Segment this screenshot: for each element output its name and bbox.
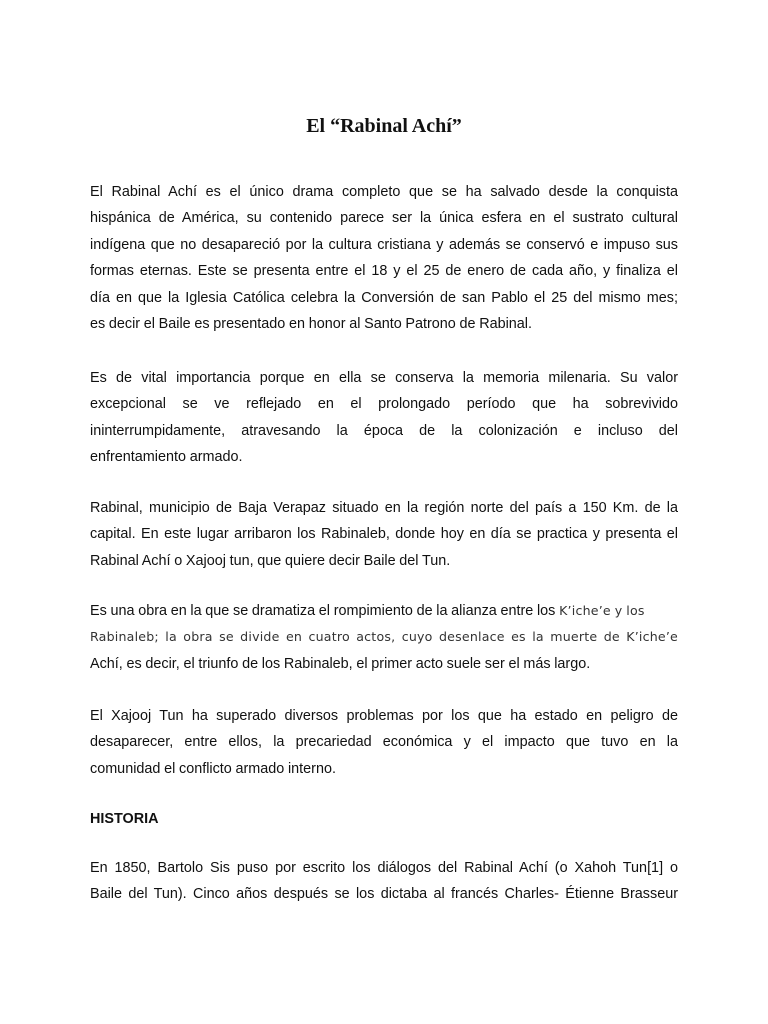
text-line: ininterrumpidamente, atravesando la época de la colonización e incluso del [90,422,678,439]
text-segment-alt-font: K’iche’e y los [559,603,645,618]
paragraph-intro [90,179,678,337]
text-line: enfrentamiento armado. [90,449,243,466]
text-line: excepcional se ve reflejado en el prolongado período que ha sobrevivido [90,396,678,413]
document-title: El “Rabinal Achí” [306,115,462,137]
text-line: indígena que no desapareció por la cultura cristiana y además se conservó e impuso sus [90,236,678,253]
text-line: día en que la Iglesia Católica celebra la Conversión de san Pablo el 25 del mismo mes; [90,289,678,306]
paragraph-location [90,495,678,574]
text-line: Baile del Tun). Cinco años después se los dictaba al francés Charles- Étienne Brasseur [90,886,678,903]
text-line: es decir el Baile es presentado en honor al Santo Patrono de Rabinal. [90,315,533,332]
paragraph-problems [90,703,678,782]
text-line: El Rabinal Achí es el único drama completo que se ha salvado desde la conquista [90,184,678,200]
text-line: Rabinal Achí o Xajooj tun, que quiere decir Baile del Tun. [90,552,451,569]
paragraph-plot [90,598,678,677]
text-line: comunidad el conflicto armado interno. [90,760,336,777]
text-line: hispánica de América, su contenido parece ser la única esfera en el sustrato cultural [90,210,678,227]
text-line-alt-font: Rabinaleb; la obra se divide en cuatro actos, cuyo desenlace es la muerte de K’iche’e [90,629,678,645]
paragraph-history [90,855,678,908]
text-line: Achí, es decir, el triunfo de los Rabinaleb, el primer acto suele ser el más largo. [90,655,591,672]
paragraph-importance [90,365,678,471]
text-line [90,598,678,624]
text-line: formas eternas. Este se presenta entre el 18 y el 25 de enero de cada año, y finaliza el [90,263,678,280]
text-line: Rabinal, municipio de Baja Verapaz situado en la región norte del país a 150 Km. de la [90,500,678,516]
text-line: desaparecer, entre ellos, la precariedad económica y el impacto que tuvo en la [90,734,678,751]
text-line: capital. En este lugar arribaron los Rabinaleb, donde hoy en día se practica y presenta el [90,526,678,543]
section-heading-historia: HISTORIA [90,811,159,827]
text-line: El Xajooj Tun ha superado diversos problemas por los que ha estado en peligro de [90,708,678,724]
text-line: En 1850, Bartolo Sis puso por escrito los diálogos del Rabinal Achí (o Xahoh Tun[1] o [90,860,678,876]
text-segment: Es una obra en la que se dramatiza el rompimiento de la alianza entre los [90,603,560,619]
text-line: Es de vital importancia porque en ella se conserva la memoria milenaria. Su valor [90,370,678,386]
